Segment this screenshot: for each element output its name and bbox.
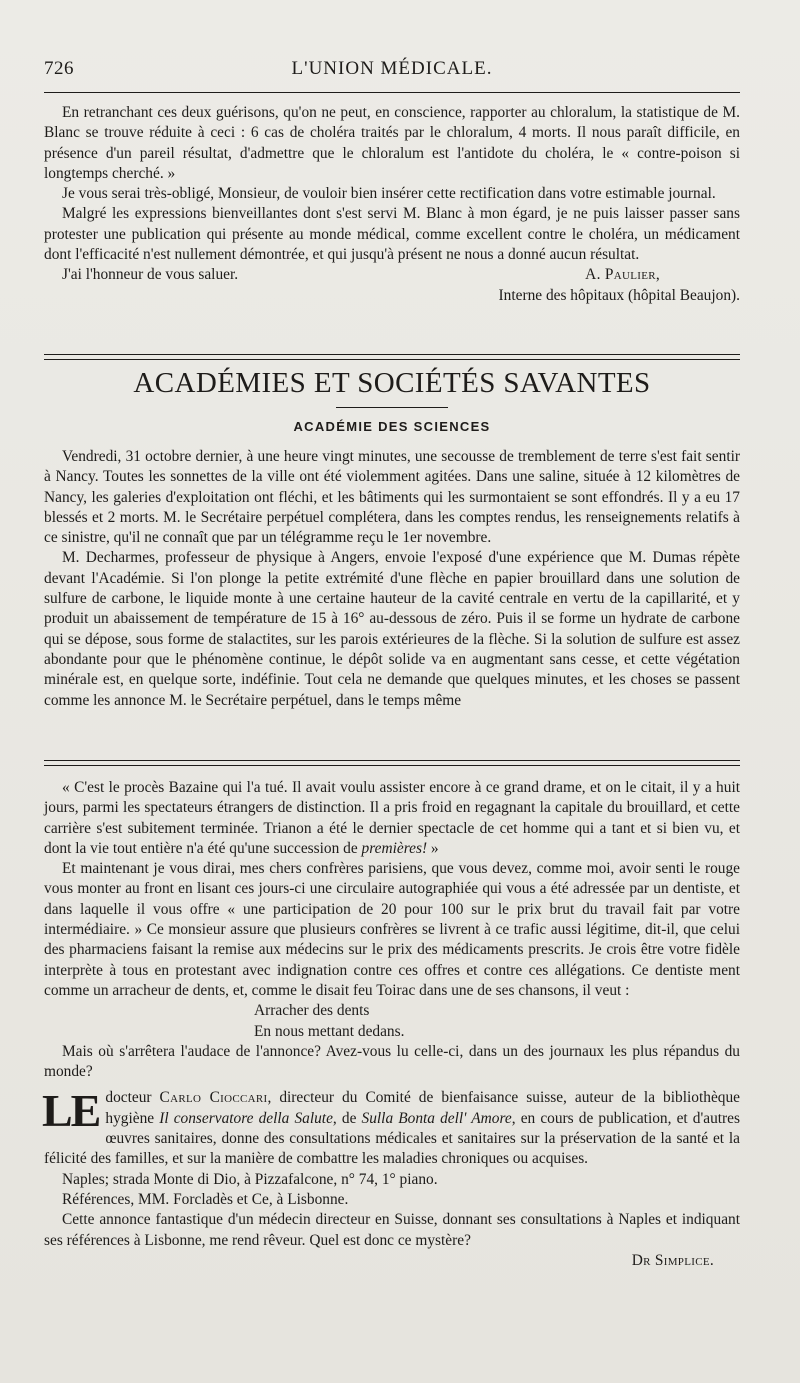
author-signoff: Dr Simplice. bbox=[631, 1251, 714, 1269]
feuilleton-paragraph: Cette annonce fantastique d'un médecin directeur en Suisse, donnant ses consultations à Naples et indiquant ses références à Lisbonne, me rend rêveur. Quel est donc ce mystère? bbox=[44, 1211, 740, 1249]
letter-signature-title: Interne des hôpitaux (hôpital Beaujon). bbox=[498, 286, 740, 304]
letter-section bbox=[44, 103, 740, 306]
ad-address: Naples; strada Monte di Dio, à Pizzafalcone, n° 74, 1° piano. bbox=[62, 1170, 438, 1188]
ad-references: Références, MM. Forcladès et Ce, à Lisbonne. bbox=[62, 1190, 349, 1208]
academie-section bbox=[44, 447, 740, 711]
letter-paragraph: Je vous serai très-obligé, Monsieur, de vouloir bien insérer cette rectification dans votre estimable journal. bbox=[62, 185, 716, 203]
feuilleton-paragraph bbox=[44, 778, 740, 859]
section-heading: ACADÉMIES ET SOCIÉTÉS SAVANTES bbox=[133, 367, 651, 399]
ad-work-title: Il conservatore della Salute bbox=[159, 1109, 333, 1127]
verse-line: En nous mettant dedans. bbox=[254, 1022, 405, 1040]
letter-closing: J'ai l'honneur de vous saluer. bbox=[62, 266, 239, 284]
ad-work-title: Sulla Bonta dell' Amore bbox=[361, 1109, 512, 1127]
academie-paragraph: Vendredi, 31 octobre dernier, à une heure vingt minutes, une secousse de tremblement de terre s'est fait sentir à Nancy. Toutes les sonnettes de la ville ont été violemment agitées. Dans une saline, située à 12 kilomètres de Nancy, les galeries d'exploitation ont fléchi, et les bâtiments qui les surmontaient se sont effondrés. Il y a eu 17 blessés et 2 morts. M. le Secrétaire perpétuel complétera, dans les comptes rendus, les renseignements relatifs à ce sinistre, qu'il ne connaît que par un télégramme reçu le 1er novembre. bbox=[44, 448, 740, 547]
journal-title: L'UNION MÉDICALE. bbox=[291, 58, 493, 79]
advertisement bbox=[42, 1085, 740, 1169]
feuilleton-paragraph: Mais où s'arrêtera l'audace de l'annonce? Avez-vous lu celle-ci, dans un des journaux les plus répandus du monde? bbox=[44, 1042, 740, 1081]
feuilleton-section bbox=[44, 778, 740, 1271]
letter-paragraph: En retranchant ces deux guérisons, qu'on ne peut, en conscience, rapporter au chloralum, la statistique de M. Blanc se trouve réduite à ceci : 6 cas de choléra traités par le chloralum, 4 morts. Il nous paraît difficile, en présence d'un pareil résultat, d'admettre que le chloralum est l'antidote du choléra, le « contre-poison si longtemps cherché. » bbox=[44, 104, 740, 182]
ad-doctor-name: Carlo Cioccari bbox=[159, 1089, 268, 1107]
ad-text: , en cours de publication, et d'autres œuvres sanitaires, donne des consultations médicales et sanitaires sur la préservation de la santé et la félicité des familles, et sur la manière de combattre les maladies chroniques ou acquises. bbox=[44, 1109, 740, 1168]
ad-text: docteur bbox=[105, 1089, 160, 1107]
section-subheading: ACADÉMIE DES SCIENCES bbox=[293, 419, 491, 434]
ad-text: , directeur du Comité de bienfaisance suisse, auteur de la bibliothèque hygiène bbox=[105, 1089, 740, 1127]
feuilleton-rule-top bbox=[44, 760, 740, 761]
feuilleton-rule-bottom bbox=[44, 765, 740, 766]
running-head bbox=[44, 58, 740, 84]
section-double-rule-top bbox=[44, 354, 740, 355]
page-number: 726 bbox=[44, 58, 74, 79]
ad-text: , de bbox=[332, 1109, 362, 1127]
letter-signature: A. Paulier, bbox=[585, 266, 660, 284]
feuilleton-italic: premières! bbox=[361, 839, 428, 857]
drop-cap: LE bbox=[42, 1085, 100, 1137]
head-rule bbox=[44, 92, 740, 93]
verse-line: Arracher des dents bbox=[254, 1002, 370, 1020]
heading-rule bbox=[336, 407, 448, 408]
letter-signature-line bbox=[44, 265, 740, 285]
feuilleton-paragraph: Et maintenant je vous dirai, mes chers confrères parisiens, que vous devez, comme moi, avoir senti le rouge vous monter au front en lisant ces jours-ci une circulaire autographiée qui vous a été adressée par un dentiste, et dans laquelle il vous offre « une participation de 20 pour 100 sur le prix brut du travail fait par votre intermédiaire. » Ce monsieur assure que plusieurs confrères se livrent à ce trafic aussi légitime, dit-il, que celui des pharmaciens faisant la remise aux médecins sur le prix des médicaments prescrits. Je crois être votre fidèle interprète à tous en protestant avec indignation contre ces offres et contre ces allégations. Ce dentiste ment comme un arracheur de dents, et, comme le disait feu Toirac dans une de ses chansons, il veut : bbox=[44, 860, 740, 999]
feuilleton-text: » bbox=[427, 839, 439, 857]
feuilleton-text: « C'est le procès Bazaine qui l'a tué. Il avait voulu assister encore à ce grand drame, et on le citait, il y a huit jours, parmi les spectateurs étrangers de distinction. Il a pris froid en regagnant la capitale du brouillard, et cette carrière s'est subitement terminée. Trianon a été le dernier spectacle de cet homme qui a tant et si bien vu, et dont la vie tout entière n'a été qu'une succession de bbox=[44, 779, 740, 857]
letter-paragraph: Malgré les expressions bienveillantes dont s'est servi M. Blanc à mon égard, je ne puis laisser passer sans protester une publication qui présente au monde médical, comme excellent contre le choléra, un médicament dont l'efficacité n'est nullement démontrée, et qui jusqu'à présent ne nous a donné aucun résultat. bbox=[44, 205, 740, 264]
academie-paragraph: M. Decharmes, professeur de physique à Angers, envoie l'exposé d'une expérience que M. Dumas répète devant l'Académie. Si l'on plonge la petite extrémité d'une flèche en papier brouillard dans une solution de sulfure de carbone, le liquide monte à une certaine hauteur de la cavité centrale en vertu de la capillarité, et y produit un abaissement de température de 15 à 16° au-dessous de zéro. Puis il se forme un hydrate de carbone qui se dépose, sous forme de stalactites, sur les parois extérieures de la flèche. Si la solution de sulfure est assez abondante pour que le phénomène continue, le dépôt solide va en augmentant sans cesse, et cette végétation minérale est, en quelque sorte, indéfinie. Tout cela ne demande que quelques minutes, et les choses se passent comme les annonce M. le Secrétaire perpétuel, dans le temps même bbox=[44, 549, 740, 709]
section-double-rule-bottom bbox=[44, 359, 740, 360]
